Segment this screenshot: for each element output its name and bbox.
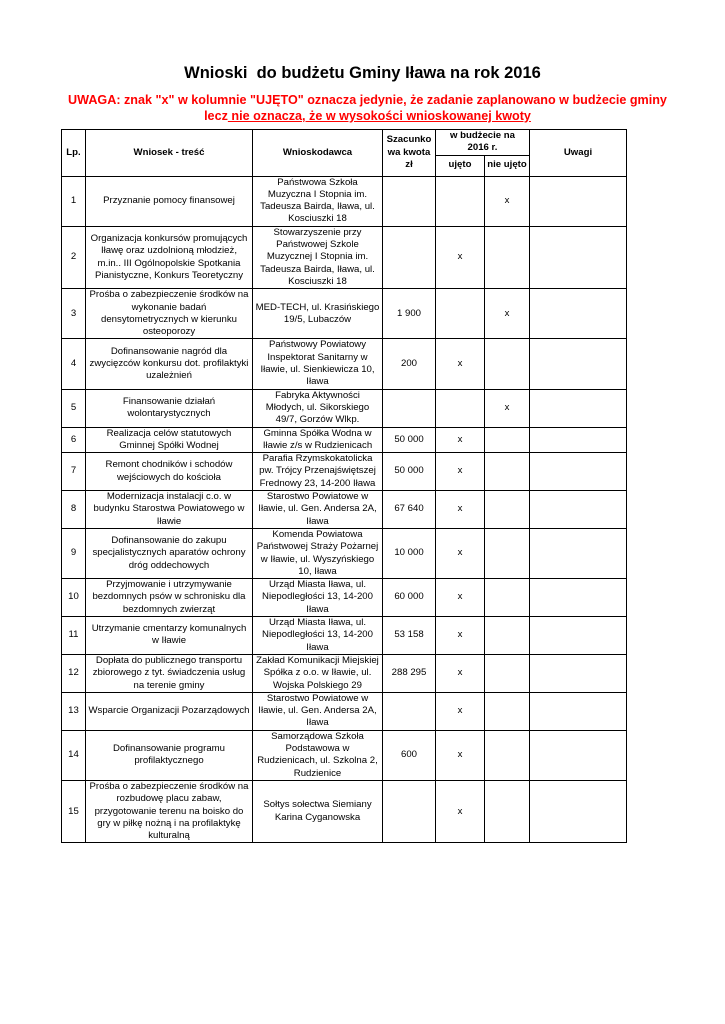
cell-wnioskodawca: Parafia Rzymskokatolicka pw. Trójcy Przenajświętszej Frednowy 23, 14-200 Iława — [253, 453, 383, 491]
cell-kwota — [383, 226, 436, 288]
cell-lp: 13 — [62, 692, 86, 730]
cell-ujeto: x — [436, 654, 485, 692]
cell-tresc: Utrzymanie cmentarzy komunalnych w Iławie — [86, 616, 253, 654]
cell-nieujeto — [485, 491, 530, 529]
table-row — [62, 389, 627, 427]
cell-lp: 8 — [62, 491, 86, 529]
cell-tresc: Prośba o zabezpieczenie środków na wykonanie badań densytometrycznych w kierunku osteoporozy — [86, 289, 253, 339]
table-row — [62, 730, 627, 780]
cell-uwagi — [530, 491, 627, 529]
cell-wnioskodawca: Sołtys sołectwa Siemiany Karina Cyganowska — [253, 780, 383, 842]
cell-ujeto: x — [436, 528, 485, 578]
cell-tresc: Organizacja konkursów promujących Iławę oraz uzdolnioną młodzież, m.in.. III Ogólnopolskie Spotkania Pianistyczne, Konkurs Teoretyczny — [86, 226, 253, 288]
cell-ujeto: x — [436, 730, 485, 780]
cell-uwagi — [530, 176, 627, 226]
cell-lp: 15 — [62, 780, 86, 842]
table-row — [62, 780, 627, 842]
cell-wnioskodawca: Komenda Powiatowa Państwowej Straży Pożarnej w Iławie, ul. Wyszyńskiego 10, Iława — [253, 528, 383, 578]
cell-uwagi — [530, 579, 627, 617]
cell-uwagi — [530, 289, 627, 339]
cell-kwota: 67 640 — [383, 491, 436, 529]
cell-nieujeto: x — [485, 289, 530, 339]
cell-ujeto: x — [436, 453, 485, 491]
cell-tresc: Dofinansowanie nagród dla zwycięzców konkursu dot. profilaktyki uzależnień — [86, 339, 253, 389]
warning-note — [60, 92, 675, 124]
cell-uwagi — [530, 692, 627, 730]
header-ujeto: ujęto — [436, 155, 485, 176]
cell-lp: 2 — [62, 226, 86, 288]
cell-nieujeto — [485, 339, 530, 389]
cell-ujeto — [436, 176, 485, 226]
cell-kwota: 200 — [383, 339, 436, 389]
cell-tresc: Przyznanie pomocy finansowej — [86, 176, 253, 226]
cell-uwagi — [530, 616, 627, 654]
table-row — [62, 491, 627, 529]
cell-wnioskodawca: Samorządowa Szkoła Podstawowa w Rudzienicach, ul. Szkolna 2, Rudzienice — [253, 730, 383, 780]
cell-kwota: 50 000 — [383, 427, 436, 453]
cell-ujeto — [436, 289, 485, 339]
cell-nieujeto — [485, 226, 530, 288]
table-row — [62, 427, 627, 453]
cell-ujeto: x — [436, 491, 485, 529]
cell-wnioskodawca: Urząd Miasta Iława, ul. Niepodległości 13, 14-200 Iława — [253, 579, 383, 617]
cell-nieujeto — [485, 780, 530, 842]
header-lp: Lp. — [62, 130, 86, 177]
cell-lp: 10 — [62, 579, 86, 617]
cell-lp: 4 — [62, 339, 86, 389]
table-header — [62, 130, 627, 177]
table-row — [62, 176, 627, 226]
warning-text: UWAGA: znak "x" w kolumnie "UJĘTO" oznacza jedynie, że zadanie zaplanowano w budżecie gminy lecz — [68, 93, 667, 123]
cell-uwagi — [530, 780, 627, 842]
cell-ujeto — [436, 389, 485, 427]
cell-wnioskodawca: MED-TECH, ul. Krasińskiego 19/5, Lubaczów — [253, 289, 383, 339]
cell-kwota: 10 000 — [383, 528, 436, 578]
cell-nieujeto — [485, 654, 530, 692]
cell-tresc: Modernizacja instalacji c.o. w budynku Starostwa Powiatowego w Iławie — [86, 491, 253, 529]
cell-uwagi — [530, 730, 627, 780]
requests-table — [61, 129, 627, 843]
cell-lp: 14 — [62, 730, 86, 780]
cell-wnioskodawca: Starostwo Powiatowe w Iławie, ul. Gen. Andersa 2A, Iława — [253, 491, 383, 529]
cell-ujeto: x — [436, 616, 485, 654]
cell-tresc: Dofinansowanie programu profilaktycznego — [86, 730, 253, 780]
cell-wnioskodawca: Państwowy Powiatowy Inspektorat Sanitarny w Iławie, ul. Sienkiewicza 10, Iława — [253, 339, 383, 389]
table-row — [62, 616, 627, 654]
cell-uwagi — [530, 427, 627, 453]
cell-wnioskodawca: Stowarzyszenie przy Państwowej Szkole Muzycznej I Stopnia im. Tadeusza Bairda, Iława, ul. Kosciuszki 18 — [253, 226, 383, 288]
cell-wnioskodawca: Starostwo Powiatowe w Iławie, ul. Gen. Andersa 2A, Iława — [253, 692, 383, 730]
cell-ujeto: x — [436, 339, 485, 389]
cell-kwota: 288 295 — [383, 654, 436, 692]
table-row — [62, 453, 627, 491]
cell-tresc: Przyjmowanie i utrzymywanie bezdomnych psów w schronisku dla bezdomnych zwierząt — [86, 579, 253, 617]
cell-tresc: Dofinansowanie do zakupu specjalistycznych aparatów ochrony dróg oddechowych — [86, 528, 253, 578]
cell-tresc: Realizacja celów statutowych Gminnej Spółki Wodnej — [86, 427, 253, 453]
cell-tresc: Dopłata do publicznego transportu zbiorowego z tyt. świadczenia usług na terenie gminy — [86, 654, 253, 692]
cell-nieujeto: x — [485, 176, 530, 226]
cell-kwota: 1 900 — [383, 289, 436, 339]
cell-nieujeto — [485, 616, 530, 654]
cell-kwota: 600 — [383, 730, 436, 780]
cell-uwagi — [530, 453, 627, 491]
cell-kwota: 53 158 — [383, 616, 436, 654]
cell-nieujeto — [485, 730, 530, 780]
cell-wnioskodawca: Zakład Komunikacji Miejskiej Spółka z o.o. w Iławie, ul. Wojska Polskiego 29 — [253, 654, 383, 692]
header-nieujeto: nie ujęto — [485, 155, 530, 176]
cell-wnioskodawca: Fabryka Aktywności Młodych, ul. Sikorskiego 49/7, Gorzów Wlkp. — [253, 389, 383, 427]
table-row — [62, 579, 627, 617]
header-kwota: Szacunko wa kwota zł — [383, 130, 436, 177]
cell-uwagi — [530, 389, 627, 427]
cell-wnioskodawca: Gminna Spółka Wodna w Iławie z/s w Rudzienicach — [253, 427, 383, 453]
cell-lp: 12 — [62, 654, 86, 692]
cell-kwota — [383, 780, 436, 842]
table-row — [62, 528, 627, 578]
cell-kwota — [383, 389, 436, 427]
table-row — [62, 654, 627, 692]
cell-ujeto: x — [436, 226, 485, 288]
cell-ujeto: x — [436, 692, 485, 730]
header-tresc: Wniosek - treść — [86, 130, 253, 177]
cell-lp: 1 — [62, 176, 86, 226]
cell-uwagi — [530, 226, 627, 288]
table-row — [62, 692, 627, 730]
cell-uwagi — [530, 528, 627, 578]
cell-lp: 3 — [62, 289, 86, 339]
cell-ujeto: x — [436, 780, 485, 842]
cell-kwota — [383, 176, 436, 226]
cell-tresc: Prośba o zabezpieczenie środków na rozbudowę placu zabaw, przygotowanie terenu na boisko do gry w piłkę nożną i na profilaktykę kulturalną — [86, 780, 253, 842]
warning-text-underlined: nie oznacza, że w wysokości wnioskowanej kwoty — [227, 109, 531, 123]
cell-tresc: Finansowanie działań wolontarystycznych — [86, 389, 253, 427]
header-budzet: w budżecie na 2016 r. — [436, 130, 530, 156]
cell-lp: 7 — [62, 453, 86, 491]
cell-nieujeto — [485, 528, 530, 578]
cell-ujeto: x — [436, 427, 485, 453]
table-row — [62, 289, 627, 339]
cell-tresc: Remont chodników i schodów wejściowych do kościoła — [86, 453, 253, 491]
cell-kwota: 50 000 — [383, 453, 436, 491]
cell-nieujeto: x — [485, 389, 530, 427]
cell-kwota — [383, 692, 436, 730]
cell-nieujeto — [485, 427, 530, 453]
cell-lp: 11 — [62, 616, 86, 654]
cell-lp: 9 — [62, 528, 86, 578]
cell-uwagi — [530, 654, 627, 692]
cell-nieujeto — [485, 453, 530, 491]
cell-nieujeto — [485, 579, 530, 617]
cell-kwota: 60 000 — [383, 579, 436, 617]
table-body — [62, 176, 627, 843]
cell-lp: 5 — [62, 389, 86, 427]
table-row — [62, 339, 627, 389]
table-row — [62, 226, 627, 288]
cell-nieujeto — [485, 692, 530, 730]
header-wnioskodawca: Wnioskodawca — [253, 130, 383, 177]
page-title: Wnioski do budżetu Gminy Iława na rok 2016 — [184, 64, 541, 82]
cell-lp: 6 — [62, 427, 86, 453]
cell-ujeto: x — [436, 579, 485, 617]
cell-tresc: Wsparcie Organizacji Pozarządowych — [86, 692, 253, 730]
cell-uwagi — [530, 339, 627, 389]
cell-wnioskodawca: Państwowa Szkoła Muzyczna I Stopnia im. Tadeusza Bairda, Iława, ul. Kosciuszki 18 — [253, 176, 383, 226]
header-uwagi: Uwagi — [530, 130, 627, 177]
cell-wnioskodawca: Urząd Miasta Iława, ul. Niepodległości 13, 14-200 Iława — [253, 616, 383, 654]
